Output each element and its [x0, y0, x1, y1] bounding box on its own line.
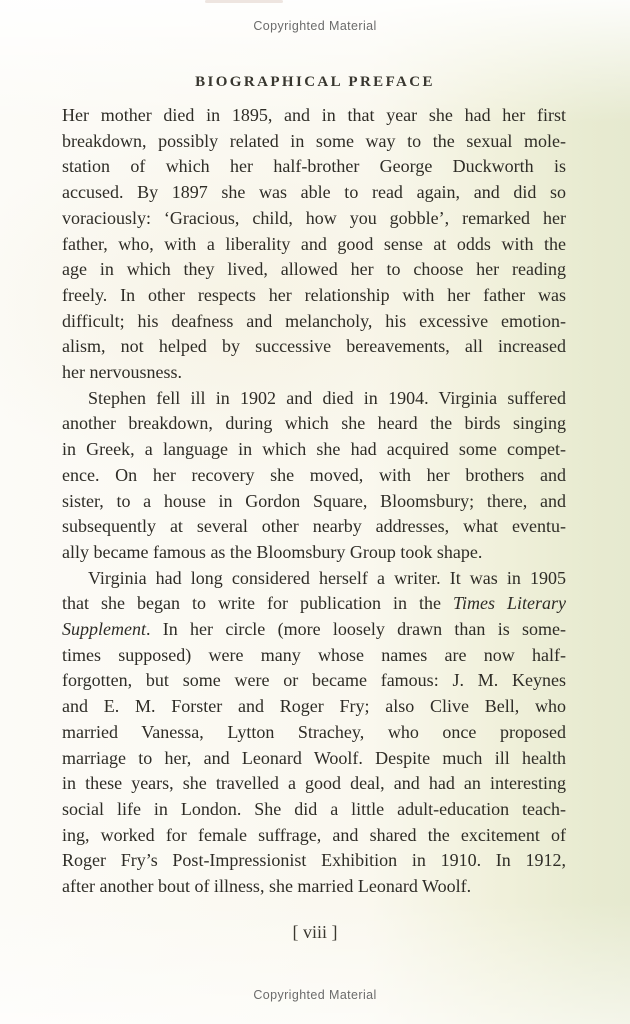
text-segment: Stephen fell ill in 1902 and died in 1904. Virginia suffered	[88, 387, 566, 408]
text-line	[62, 463, 566, 489]
page-heading: BIOGRAPHICAL PREFACE	[195, 74, 435, 90]
text-segment: difficult; his deafness and melancholy, his excessive emotion-	[62, 310, 566, 331]
italic-text-segment: Times Literary	[452, 593, 566, 614]
page-number: [ viii ]	[292, 922, 338, 942]
text-line	[62, 823, 566, 849]
paragraph	[62, 566, 566, 900]
text-segment: . In her circle (more loosely drawn than is some-	[145, 619, 566, 640]
text-segment: sister, to a house in Gordon Square, Bloomsbury; there, and	[62, 490, 566, 511]
text-line	[62, 437, 566, 463]
text-line	[62, 129, 566, 155]
text-segment: after another bout of illness, she married Leonard Woolf.	[62, 876, 472, 897]
text-line	[62, 334, 566, 360]
text-line	[62, 514, 566, 540]
text-line	[62, 360, 566, 386]
text-segment: married Vanessa, Lytton Strachey, who once proposed	[62, 721, 566, 742]
text-line	[62, 257, 566, 283]
text-segment: in Greek, a language in which she had acquired some compet-	[62, 439, 566, 460]
text-line	[62, 617, 566, 643]
text-line	[62, 874, 566, 900]
text-segment: station of which her half-brother George Duckworth is	[62, 156, 566, 177]
text-line	[62, 489, 566, 515]
text-segment: ally became famous as the Bloomsbury Group took shape.	[62, 541, 483, 562]
text-segment: age in which they lived, allowed her to choose her reading	[62, 259, 566, 280]
text-line	[62, 206, 566, 232]
copyright-notice-top: Copyrighted Material	[253, 19, 377, 33]
text-segment: Her mother died in 1895, and in that year she had her first	[62, 105, 566, 125]
paragraph	[62, 386, 566, 566]
text-line	[62, 309, 566, 335]
text-line	[62, 848, 566, 874]
text-segment: and E. M. Forster and Roger Fry; also Clive Bell, who	[62, 696, 566, 717]
text-segment: subsequently at several other nearby addresses, what eventu-	[62, 516, 566, 537]
text-segment: Roger Fry’s Post-Impressionist Exhibition in 1910. In 1912,	[62, 850, 566, 871]
text-segment: times supposed) were many whose names are now half-	[62, 644, 566, 665]
text-line	[62, 180, 566, 206]
text-line	[62, 771, 566, 797]
text-segment: marriage to her, and Leonard Woolf. Despite much ill health	[62, 747, 566, 768]
text-segment: another breakdown, during which she heard the birds singing	[62, 413, 566, 434]
text-line	[62, 103, 566, 129]
text-segment: in these years, she travelled a good deal, and had an interesting	[62, 773, 566, 794]
italic-text-segment: Supplement	[62, 619, 146, 640]
text-segment: breakdown, possibly related in some way to the sexual mole-	[62, 130, 566, 151]
scan-edge-artifact	[205, 0, 283, 3]
text-segment: that she began to write for publication in the	[62, 593, 453, 614]
text-segment: accused. By 1897 she was able to read again, and did so	[62, 182, 566, 203]
text-segment: Virginia had long considered herself a writer. It was in 1905	[88, 567, 566, 588]
text-line	[62, 154, 566, 180]
text-line	[62, 746, 566, 772]
text-segment: forgotten, but some were or became famous: J. M. Keynes	[62, 670, 566, 691]
text-line	[62, 720, 566, 746]
text-segment: social life in London. She did a little adult-education teach-	[62, 798, 566, 819]
paragraph	[62, 103, 566, 386]
text-line	[62, 566, 566, 592]
text-line	[62, 643, 566, 669]
text-segment: ing, worked for female suffrage, and shared the excitement of	[62, 824, 566, 845]
text-segment: alism, not helped by successive bereavements, all increased	[62, 336, 566, 357]
text-line	[62, 411, 566, 437]
text-line	[62, 386, 566, 412]
text-line	[62, 591, 566, 617]
text-line	[62, 797, 566, 823]
text-line	[62, 694, 566, 720]
text-line	[62, 540, 566, 566]
text-segment: freely. In other respects her relationship with her father was	[62, 284, 566, 305]
page-body	[62, 103, 566, 900]
text-line	[62, 232, 566, 258]
text-line	[62, 668, 566, 694]
text-segment: father, who, with a liberality and good sense at odds with the	[62, 233, 566, 254]
text-segment: her nervousness.	[62, 362, 182, 383]
copyright-notice-bottom: Copyrighted Material	[253, 988, 377, 1002]
text-segment: voraciously: ‘Gracious, child, how you gobble’, remarked her	[62, 207, 566, 228]
text-segment: ence. On her recovery she moved, with her brothers and	[62, 464, 566, 485]
text-line	[62, 283, 566, 309]
